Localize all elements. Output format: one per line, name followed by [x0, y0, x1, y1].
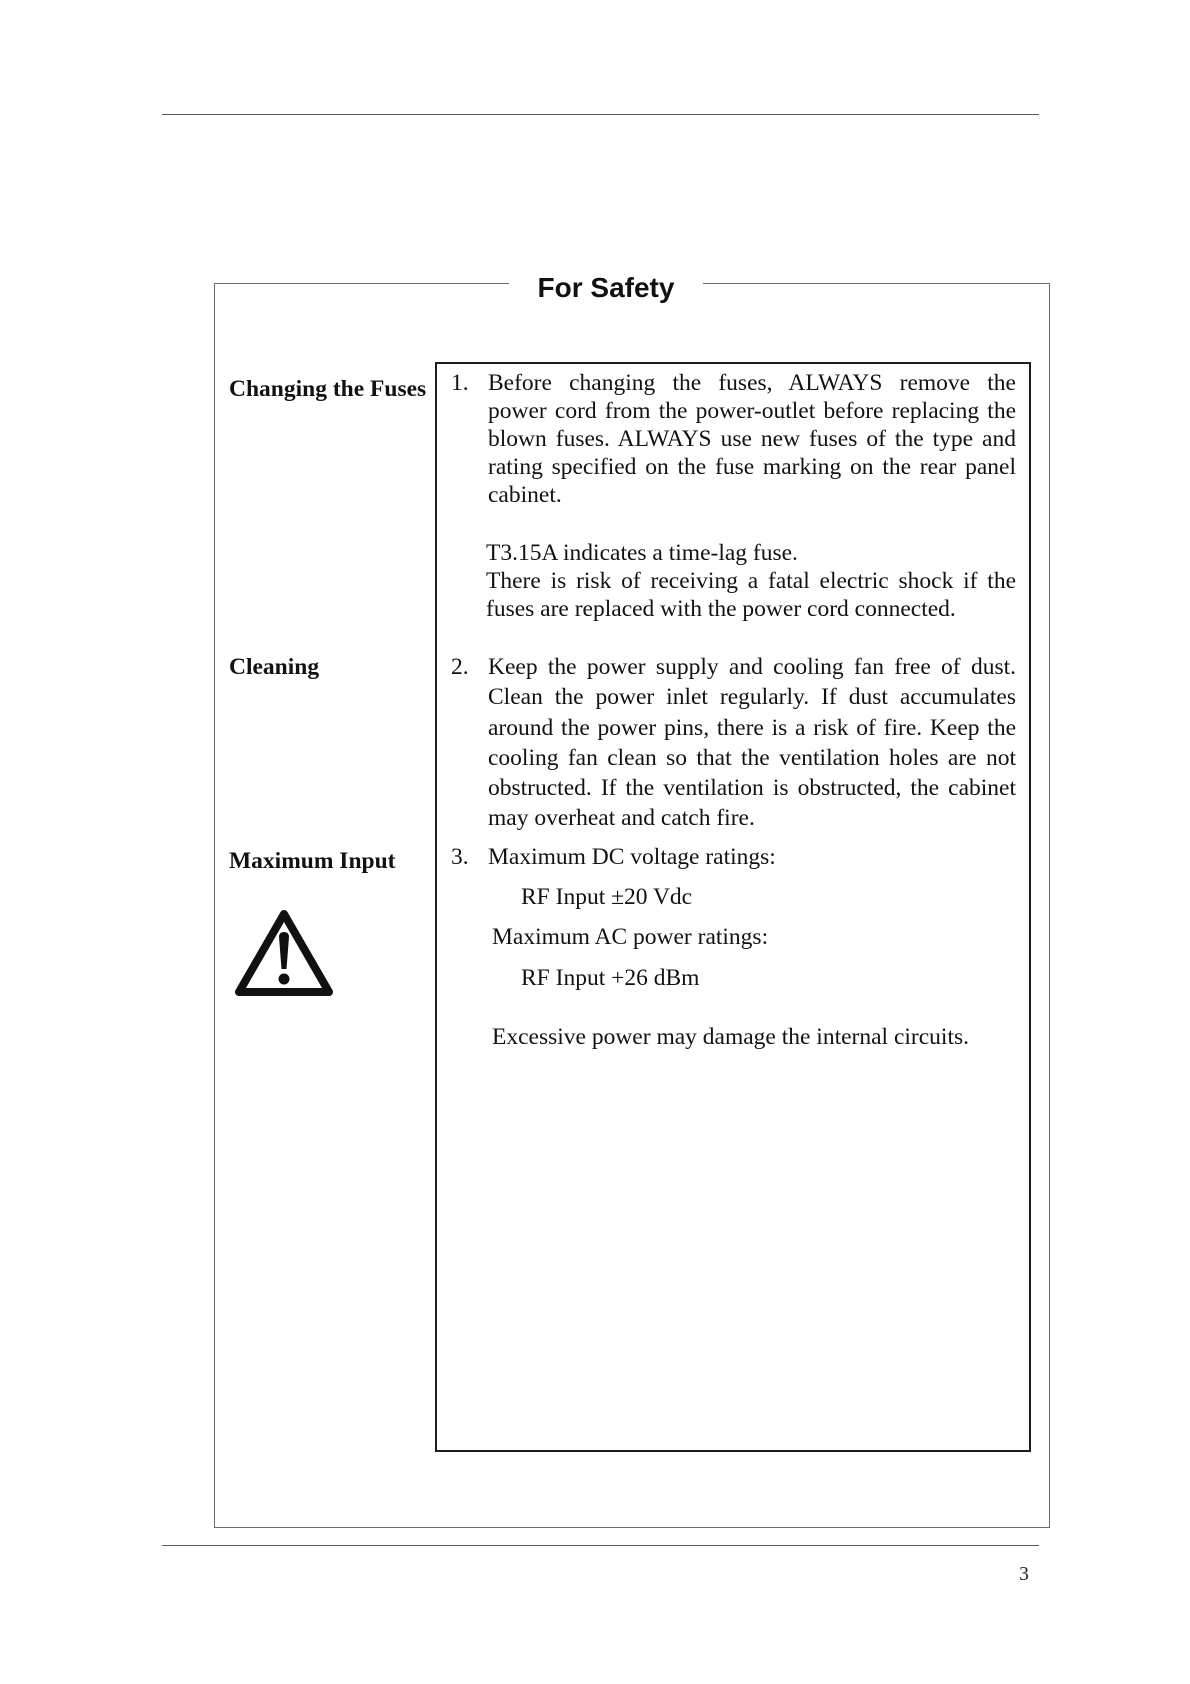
header-rule	[162, 114, 1039, 115]
item-1-line: blown fuses. ALWAYS use new fuses of the type and	[488, 425, 1016, 452]
excess-power-caution: Excessive power may damage the internal circuits.	[492, 1024, 969, 1050]
item-1-line: Before changing the fuses, ALWAYS remove the	[488, 370, 1016, 396]
fuse-note-line: There is risk of receiving a fatal electric shock if the	[486, 567, 1016, 594]
dc-rating-heading: Maximum DC voltage ratings:	[488, 844, 776, 870]
item-1-line: power cord from the power-outlet before replacing the	[488, 397, 1016, 424]
item-1-line: rating specified on the fuse marking on the rear panel	[488, 453, 1016, 480]
item-2-line: cooling fan clean so that the ventilation holes are not	[488, 744, 1016, 771]
ac-rating-heading: Maximum AC power ratings:	[492, 924, 769, 950]
fuse-note-line: T3.15A indicates a time-lag fuse.	[486, 540, 798, 566]
footer-rule	[162, 1545, 1039, 1546]
ac-rating-value: RF Input +26 dBm	[521, 965, 700, 991]
item-2-line: around the power pins, there is a risk of fire. Keep the	[488, 714, 1016, 741]
section-label-cleaning: Cleaning	[229, 654, 320, 680]
item-2-line: may overheat and catch fire.	[488, 805, 755, 832]
item-number-1: 1.	[451, 370, 469, 396]
warning-triangle-icon	[233, 907, 335, 998]
item-number-3: 3.	[451, 844, 469, 870]
page-title: For Safety	[509, 269, 703, 307]
item-2-line: obstructed. If the ventilation is obstructed, the cabinet	[488, 775, 1016, 802]
item-2-text	[488, 652, 1016, 834]
item-2-line: Keep the power supply and cooling fan free of dust.	[488, 654, 1016, 680]
item-number-2: 2.	[451, 654, 469, 680]
item-1-text	[488, 370, 1016, 510]
dc-rating-value: RF Input ±20 Vdc	[521, 884, 693, 910]
page-number: 3	[1019, 1564, 1029, 1585]
section-label-changing-fuses: Changing the Fuses	[229, 376, 427, 402]
section-label-maximum-input: Maximum Input	[229, 848, 396, 874]
item-2-line: Clean the power inlet regularly. If dust accumulates	[488, 684, 1016, 711]
item-1-line: cabinet.	[488, 481, 562, 508]
fuse-note-line: fuses are replaced with the power cord connected.	[486, 595, 956, 622]
fuse-note	[486, 540, 1016, 624]
